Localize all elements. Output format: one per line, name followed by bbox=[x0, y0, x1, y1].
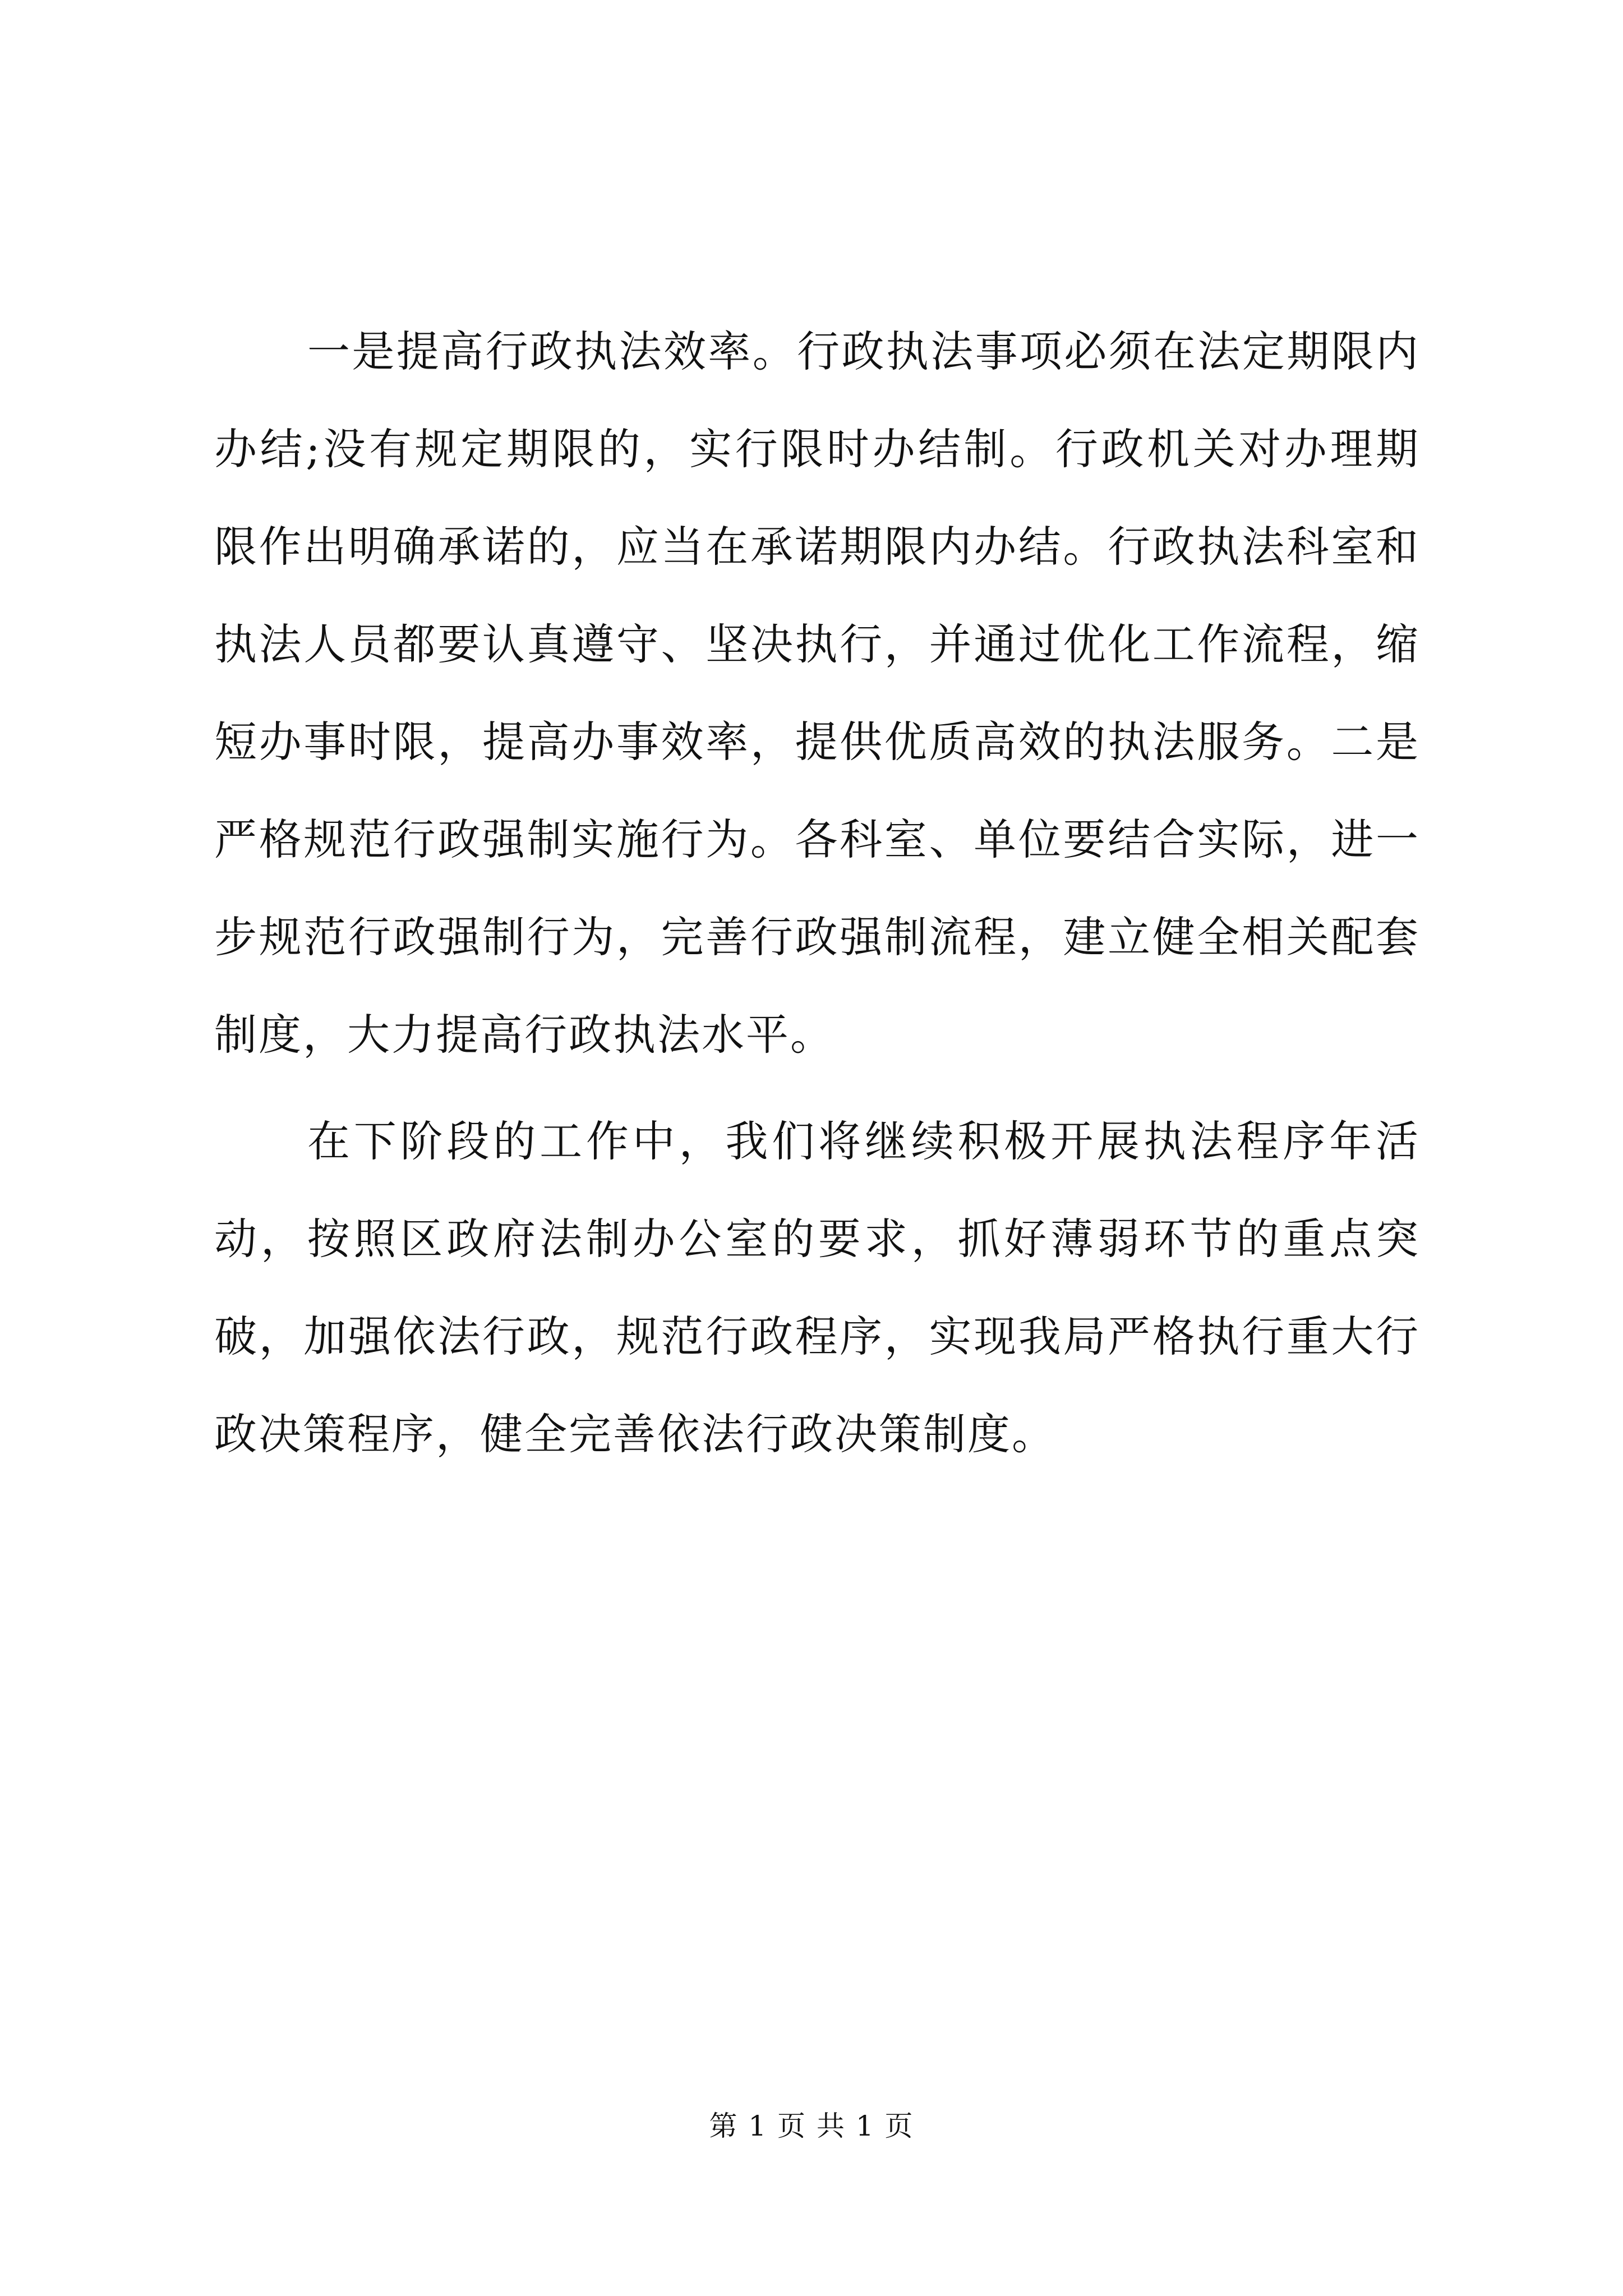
paragraph-next-stage-work: 在下阶段的工作中，我们将继续积极开展执法程序年活动，按照区政府法制办公室的要求，抓好薄弱环节的重点突破，加强依法行政，规范行政程序，实现我局严格执行重大行政决策程序，健全完善依法行政决策制度。 bbox=[214, 1116, 1420, 1459]
document-body bbox=[214, 303, 1420, 1483]
page-footer: 第 1 页 共 1 页 bbox=[709, 2110, 914, 2142]
paragraph-enforcement-efficiency: 一是提高行政执法效率。行政执法事项必须在法定期限内办结;没有规定期限的，实行限时办结制。行政机关对办理期限作出明确承诺的，应当在承诺期限内办结。行政执法科室和执法人员都要认真遵守、坚决执行，并通过优化工作流程，缩短办事时限，提高办事效率，提供优质高效的执法服务。二是严格规范行政强制实施行为。各科室、单位要结合实际，进一步规范行政强制行为，完善行政强制流程，建立健全相关配套制度，大力提高行政执法水平。 bbox=[214, 326, 1420, 1060]
